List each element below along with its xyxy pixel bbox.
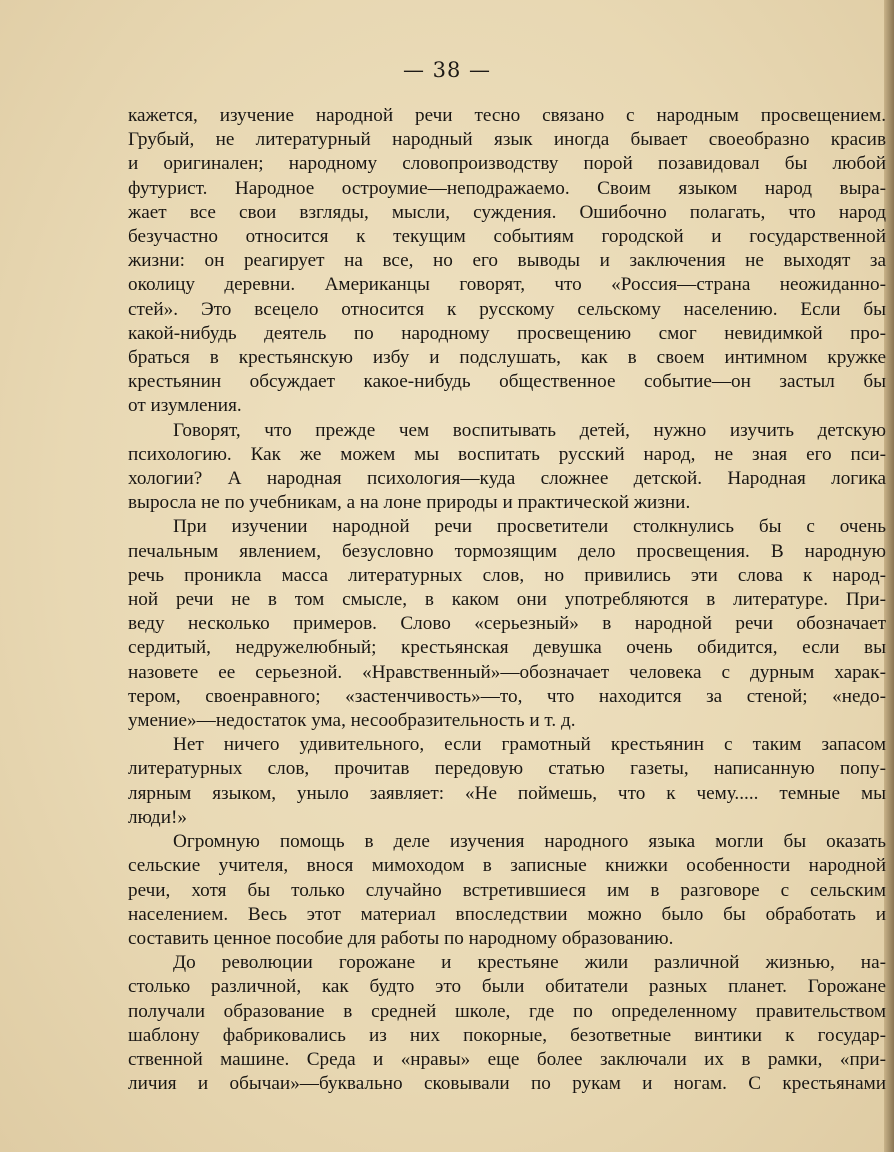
- text-line: психологию. Как же можем мы воспитать русский народ, не зная его пси-: [128, 443, 886, 465]
- text-line: тером, своенравного; «застенчивость»—то, что находится за стеной; «недо-: [128, 685, 886, 707]
- text-line: ной речи не в том смысле, в каком они употребляются в литературе. При-: [128, 589, 886, 611]
- text-line: околицу деревни. Американцы говорят, что «Россия—страна неожиданно-: [128, 274, 886, 296]
- text-line: Говорят, что прежде чем воспитывать детей, нужно изучить детскую: [173, 419, 886, 441]
- text-line: Огромную помощь в деле изучения народного языка могли бы оказать: [173, 831, 886, 853]
- text-line: сердитый, недружелюбный; крестьянская девушка очень обидится, если вы: [128, 637, 886, 659]
- text-line: какой-нибудь деятель по народному просвещению смог невидимкой про-: [128, 322, 886, 344]
- text-line: хологии? А народная психология—куда сложнее детской. Народная логика: [128, 468, 886, 490]
- text-line: шаблону фабриковались из них покорные, безответные винтики к государ-: [128, 1024, 886, 1046]
- text-line: личия и обычаи»—буквально сковывали по рукам и ногам. С крестьянами: [128, 1073, 886, 1095]
- paragraph: [128, 951, 886, 1096]
- text-line: браться в крестьянскую избу и подслушать, как в своем интимном кружке: [128, 347, 886, 369]
- text-line: крестьянин обсуждает какое-нибудь общественное событие—он застыл бы: [128, 371, 886, 393]
- text-line: Грубый, не литературный народный язык иногда бывает своеобразно красив: [128, 129, 886, 151]
- text-line: речь проникла масса литературных слов, но привились эти слова к народ-: [128, 564, 886, 586]
- text-line: назовете ее серьезной. «Нравственный»—обозначает человека с дурным харак-: [128, 661, 886, 683]
- text-line: ственной машине. Среда и «нравы» еще более заключали их в рамки, «при-: [128, 1048, 886, 1070]
- text-line: При изучении народной речи просветители столкнулись бы с очень: [173, 516, 886, 538]
- paragraph: [128, 733, 886, 830]
- text-line: футурист. Народное остроумие—неподражаемо. Своим языком народ выра-: [128, 177, 886, 199]
- text-line: населением. Весь этот материал впоследствии можно было бы обработать и: [128, 903, 886, 925]
- text-line: веду несколько примеров. Слово «серьезный» в народной речи обозначает: [128, 613, 886, 635]
- body-text: [128, 104, 886, 1096]
- text-line: Нет ничего удивительного, если грамотный крестьянин с таким запасом: [173, 734, 886, 756]
- paragraph: [128, 830, 886, 951]
- text-line: умение»—недостаток ума, несообразительность и т. д.: [128, 710, 576, 732]
- text-line: от изумления.: [128, 395, 242, 417]
- text-line: и оригинален; народному словопроизводству порой позавидовал бы любой: [128, 153, 886, 175]
- paragraph: [128, 104, 886, 419]
- text-line: лярным языком, уныло заявляет: «Не поймешь, что к чему..... темные мы: [128, 782, 886, 804]
- text-line: речи, хотя бы только случайно встретившиеся им в разговоре с сельским: [128, 879, 886, 901]
- text-line: жизни: он реагирует на все, но его выводы и заключения не выходят за: [128, 250, 886, 272]
- text-line: безучастно относится к текущим событиям городской и государственной: [128, 226, 886, 248]
- text-line: выросла не по учебникам, а на лоне природы и практической жизни.: [128, 492, 691, 514]
- text-line: литературных слов, прочитав передовую статью газеты, написанную попу-: [128, 758, 886, 780]
- text-line: печальным явлением, безусловно тормозящим дело просвещения. В народную: [128, 540, 886, 562]
- text-line: кажется, изучение народной речи тесно связано с народным просвещением.: [128, 105, 886, 126]
- text-line: сельские учителя, внося мимоходом в записные книжки особенности народной: [128, 855, 886, 877]
- page-number: — 38 —: [402, 58, 492, 82]
- text-line: люди!»: [128, 806, 187, 828]
- text-line: составить ценное пособие для работы по народному образованию.: [128, 927, 674, 949]
- text-line: жает все свои взгляды, мысли, суждения. Ошибочно полагать, что народ: [128, 201, 886, 223]
- paragraph: [128, 515, 886, 733]
- text-line: стей». Это всецело относится к русскому сельскому населению. Если бы: [128, 298, 886, 320]
- paragraph: [128, 419, 886, 516]
- text-line: получали образование в средней школе, где по определенному правительством: [128, 1000, 886, 1022]
- text-line: столько различной, как будто это были обитатели разных планет. Горожане: [128, 976, 886, 998]
- text-line: До революции горожане и крестьяне жили различной жизнью, на-: [173, 952, 886, 974]
